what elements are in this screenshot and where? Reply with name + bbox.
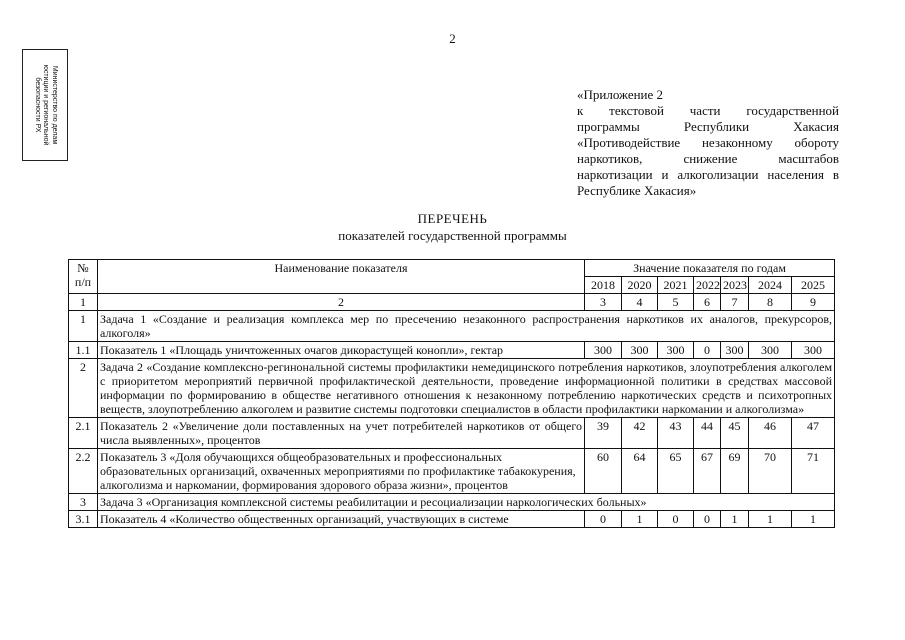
indicator-value: 300 bbox=[658, 342, 694, 359]
page-number: 2 bbox=[449, 31, 456, 46]
task-text: Задача 3 «Организация комплексной системы реабилитации и ресоциализации наркологических больных» bbox=[98, 494, 835, 511]
indicator-value: 65 bbox=[658, 449, 694, 494]
appendix-line: программы Республики Хакасия bbox=[577, 119, 839, 134]
document-subtitle: показателей государственной программы bbox=[338, 228, 567, 243]
row-num: 3 bbox=[69, 494, 98, 511]
header-year: 2020 bbox=[622, 277, 658, 294]
appendix-line: наркотизации и алкоголизации населения в bbox=[577, 167, 839, 182]
table-header-row bbox=[69, 260, 835, 277]
indicator-value: 1 bbox=[792, 511, 835, 528]
indicator-row bbox=[69, 342, 835, 359]
indicator-value: 39 bbox=[585, 418, 622, 449]
header-year: 2022 bbox=[694, 277, 721, 294]
appendix-line: к текстовой части государственной bbox=[577, 103, 839, 118]
stamp-line-3: безопасности РХ bbox=[33, 77, 41, 133]
row-num: 1.1 bbox=[69, 342, 98, 359]
header-num: № п/п bbox=[69, 260, 98, 294]
header-year: 2023 bbox=[721, 277, 749, 294]
column-number: 8 bbox=[749, 294, 792, 311]
column-number: 7 bbox=[721, 294, 749, 311]
column-numbers-row bbox=[69, 294, 835, 311]
indicator-row bbox=[69, 511, 835, 528]
stamp-line-1: Министерство по делам bbox=[50, 65, 58, 145]
indicator-text: Показатель 2 «Увеличение доли поставленных на учет потребителей наркотиков от общего числа выявленных», процентов bbox=[98, 418, 585, 449]
row-num: 2.2 bbox=[69, 449, 98, 494]
appendix-header bbox=[577, 87, 839, 199]
indicator-value: 42 bbox=[622, 418, 658, 449]
column-number: 5 bbox=[658, 294, 694, 311]
column-number: 4 bbox=[622, 294, 658, 311]
indicator-value: 300 bbox=[792, 342, 835, 359]
column-number: 3 bbox=[585, 294, 622, 311]
indicator-value: 0 bbox=[694, 342, 721, 359]
indicator-value: 67 bbox=[694, 449, 721, 494]
header-year: 2018 bbox=[585, 277, 622, 294]
indicator-text: Показатель 4 «Количество общественных организаций, участвующих в системе bbox=[98, 511, 585, 528]
column-number: 1 bbox=[69, 294, 98, 311]
column-number: 2 bbox=[98, 294, 585, 311]
row-num: 1 bbox=[69, 311, 98, 342]
header-values-group: Значение показателя по годам bbox=[585, 260, 835, 277]
header-year: 2021 bbox=[658, 277, 694, 294]
task-row bbox=[69, 311, 835, 342]
indicator-value: 69 bbox=[721, 449, 749, 494]
indicator-value: 1 bbox=[622, 511, 658, 528]
indicator-value: 71 bbox=[792, 449, 835, 494]
row-num: 3.1 bbox=[69, 511, 98, 528]
header-year: 2024 bbox=[749, 277, 792, 294]
indicator-value: 0 bbox=[694, 511, 721, 528]
indicator-value: 300 bbox=[622, 342, 658, 359]
indicator-value: 300 bbox=[721, 342, 749, 359]
appendix-line: Республике Хакасия» bbox=[577, 183, 697, 198]
header-name: Наименование показателя bbox=[98, 260, 585, 294]
indicator-value: 64 bbox=[622, 449, 658, 494]
indicator-value: 46 bbox=[749, 418, 792, 449]
indicator-text: Показатель 3 «Доля обучающихся общеобразовательных и профессиональных образовательных организаций, охваченных мероприятиями по профилактике табакокурения, алкоголизма и наркомании, формирования здорового образа жизни», процентов bbox=[98, 449, 585, 494]
task-row bbox=[69, 359, 835, 418]
header-year: 2025 bbox=[792, 277, 835, 294]
row-num: 2.1 bbox=[69, 418, 98, 449]
column-number: 9 bbox=[792, 294, 835, 311]
indicator-value: 47 bbox=[792, 418, 835, 449]
stamp-line-2: юстиции и региональной bbox=[42, 64, 50, 146]
indicator-value: 0 bbox=[585, 511, 622, 528]
indicator-value: 300 bbox=[749, 342, 792, 359]
indicator-row bbox=[69, 418, 835, 449]
task-text: Задача 2 «Создание комплексно-регинональной системы профилактики немедицинского потребления наркотиков, злоупотребления алкоголем с приоритетом мероприятий первичной профилактической деятельности, проведение информационной политики в средствах массовой информации по формированию в обществе негативного отношения к незаконному потреблению наркотических средств и психотропных веществ, злоупотреблению алкоголем и развитие системы подготовки специалистов в области профилактики наркомании и алкоголизма» bbox=[98, 359, 835, 418]
registration-stamp bbox=[22, 49, 68, 161]
indicator-value: 43 bbox=[658, 418, 694, 449]
indicator-value: 0 bbox=[658, 511, 694, 528]
appendix-line: «Приложение 2 bbox=[577, 87, 664, 102]
task-row bbox=[69, 494, 835, 511]
indicator-row bbox=[69, 449, 835, 494]
indicator-text: Показатель 1 «Площадь уничтоженных очагов дикорастущей конопли», гектар bbox=[98, 342, 585, 359]
appendix-line: «Противодействие незаконному обороту bbox=[577, 135, 839, 150]
indicator-value: 1 bbox=[749, 511, 792, 528]
indicator-value: 300 bbox=[585, 342, 622, 359]
row-num: 2 bbox=[69, 359, 98, 418]
appendix-line: наркотиков, снижение масштабов bbox=[577, 151, 839, 166]
indicators-table bbox=[68, 259, 835, 528]
indicator-value: 44 bbox=[694, 418, 721, 449]
indicator-value: 45 bbox=[721, 418, 749, 449]
document-title: ПЕРЕЧЕНЬ bbox=[417, 211, 488, 226]
indicator-value: 60 bbox=[585, 449, 622, 494]
indicator-value: 70 bbox=[749, 449, 792, 494]
indicator-value: 1 bbox=[721, 511, 749, 528]
task-text: Задача 1 «Создание и реализация комплекса мер по пресечению незаконного распространения наркотиков их аналогов, прекурсоров, алкоголя» bbox=[98, 311, 835, 342]
column-number: 6 bbox=[694, 294, 721, 311]
